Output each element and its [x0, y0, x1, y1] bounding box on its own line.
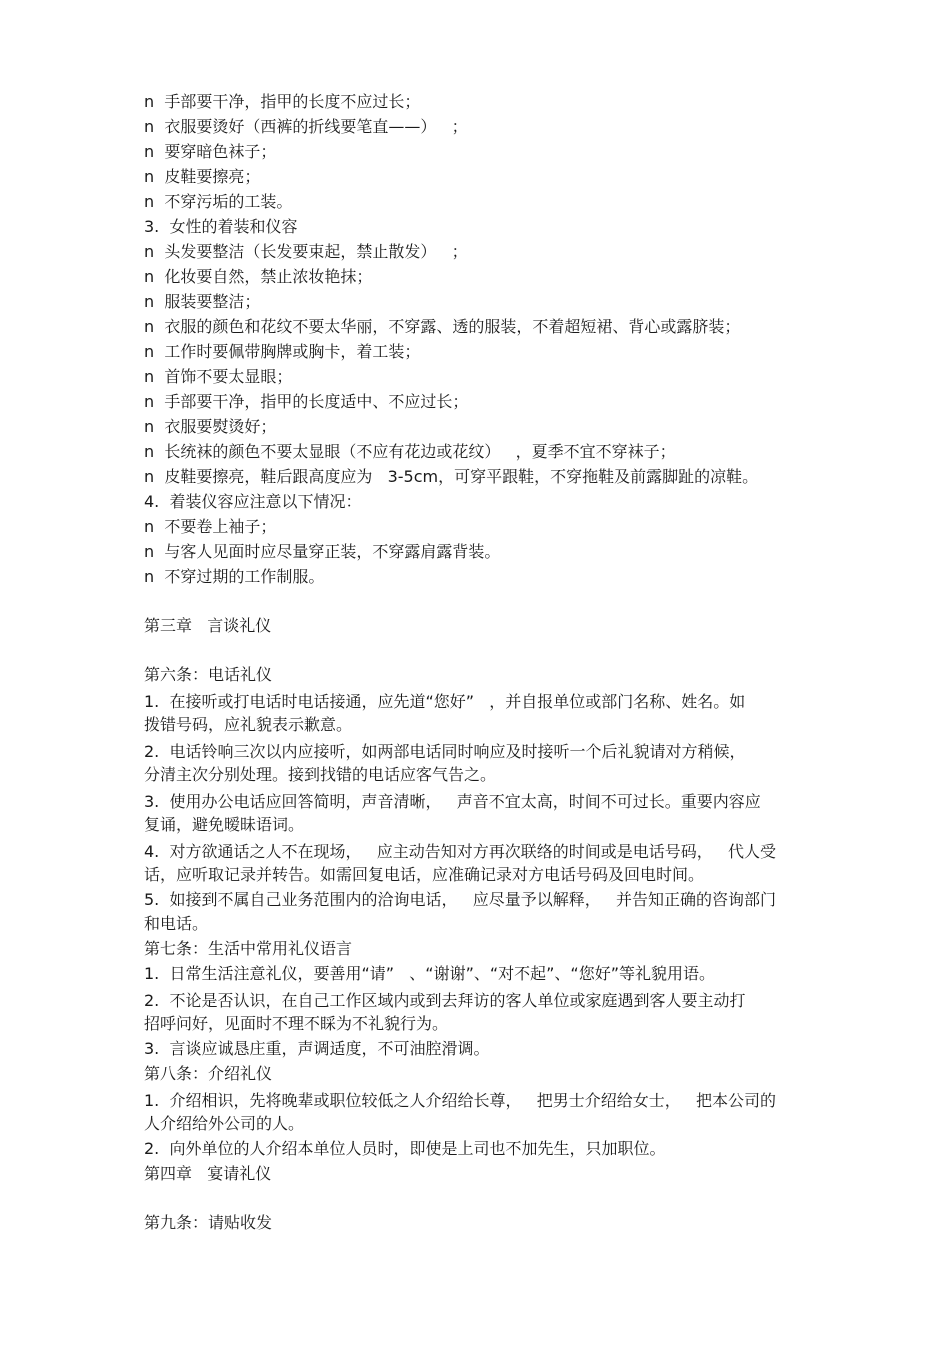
text-line: n 手部要干净，指甲的长度不应过长；: [144, 92, 421, 111]
chapter-heading: 第四章 宴请礼仪: [144, 1164, 272, 1183]
text-line: n 要穿暗色袜子；: [144, 142, 277, 161]
text-line: 1. 日常生活注意礼仪，要善用“请” 、“谢谢”、“对不起”、“您好”等礼貌用语。: [144, 964, 716, 983]
text-line: n 长统袜的颜色不要太显眼（不应有花边或花纹） ，夏季不宜不穿袜子；: [144, 442, 676, 461]
text-line: 2. 电话铃响三次以内应接听，如两部电话同时响应及时接听一个后礼貌请对方稍候，: [144, 742, 746, 761]
section-heading: 3. 女性的着装和仪容: [144, 217, 298, 236]
text-line: 复诵，避免暧昧语词。: [144, 815, 305, 834]
text-line: n 衣服要烫好（西裤的折线要笔直——） ；: [144, 117, 468, 136]
article-heading: 第八条：介绍礼仪: [144, 1064, 273, 1083]
text-line: 5. 如接到不属自己业务范围内的洽询电话， 应尽量予以解释， 并告知正确的咨询部门: [144, 890, 776, 909]
text-line: 1. 在接听或打电话时电话接通，应先道“您好” ，并自报单位或部门名称、姓名。如: [144, 692, 746, 711]
text-line: 1. 介绍相识，先将晚辈或职位较低之人介绍给长尊， 把男士介绍给女士， 把本公司的: [144, 1091, 776, 1110]
text-line: n 工作时要佩带胸牌或胸卡，着工装；: [144, 342, 421, 361]
text-line: n 衣服要熨烫好；: [144, 417, 277, 436]
text-line: 2. 不论是否认识，在自己工作区域内或到去拜访的客人单位或家庭遇到客人要主动打: [144, 991, 746, 1010]
text-line: n 手部要干净，指甲的长度适中、不应过长；: [144, 392, 469, 411]
chapter-heading: 第三章 言谈礼仪: [144, 616, 272, 635]
article-heading: 第六条：电话礼仪: [144, 665, 273, 684]
text-line: 4. 对方欲通话之人不在现场， 应主动告知对方再次联络的时间或是电话号码， 代人受: [144, 842, 776, 861]
text-line: n 与客人见面时应尽量穿正装，不穿露肩露背装。: [144, 542, 501, 561]
section-heading: 4. 着装仪容应注意以下情况：: [144, 492, 362, 511]
text-line: n 不穿污垢的工装。: [144, 192, 293, 211]
text-line: n 头发要整洁（长发要束起，禁止散发） ；: [144, 242, 468, 261]
text-line: n 不穿过期的工作制服。: [144, 567, 325, 586]
text-line: n 化妆要自然，禁止浓妆艳抹；: [144, 267, 373, 286]
text-line: n 不要卷上袖子；: [144, 517, 277, 536]
text-line: 招呼问好，见面时不理不睬为不礼貌行为。: [144, 1014, 449, 1033]
text-line: 3. 言谈应诚恳庄重，声调适度，不可油腔滑调。: [144, 1039, 490, 1058]
text-line: 拨错号码，应礼貌表示歉意。: [144, 715, 353, 734]
text-line: 和电话。: [144, 914, 209, 933]
text-line: 话，应听取记录并转告。如需回复电话，应准确记录对方电话号码及回电时间。: [144, 865, 705, 884]
text-line: 3. 使用办公电话应回答简明，声音清晰， 声音不宜太高，时间不可过长。重要内容应: [144, 792, 761, 811]
text-line: n 首饰不要太显眼；: [144, 367, 293, 386]
text-line: n 服装要整洁；: [144, 292, 261, 311]
text-line: n 衣服的颜色和花纹不要太华丽，不穿露、透的服装，不着超短裙、背心或露脐装；: [144, 317, 741, 336]
article-heading: 第九条：请贴收发: [144, 1213, 273, 1232]
text-line: n 皮鞋要擦亮，鞋后跟高度应为 3-5cm，可穿平跟鞋，不穿拖鞋及前露脚趾的凉鞋。: [144, 467, 759, 486]
text-line: 人介绍给外公司的人。: [144, 1114, 305, 1133]
text-line: 分清主次分别处理。接到找错的电话应客气告之。: [144, 765, 497, 784]
text-line: 2. 向外单位的人介绍本单位人员时，即使是上司也不加先生，只加职位。: [144, 1139, 666, 1158]
text-line: n 皮鞋要擦亮；: [144, 167, 261, 186]
article-heading: 第七条：生活中常用礼仪语言: [144, 939, 353, 958]
